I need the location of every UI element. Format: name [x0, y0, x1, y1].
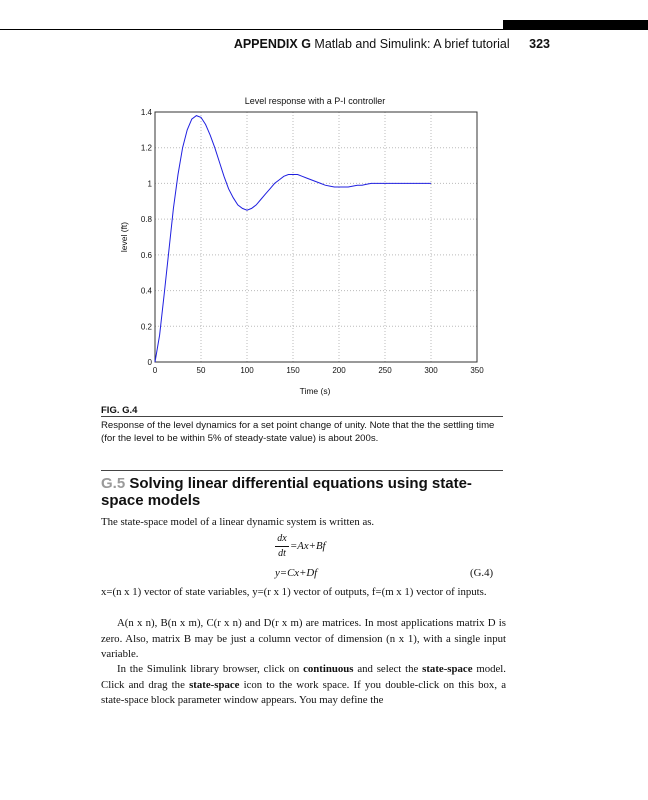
- header-rule: [0, 29, 648, 30]
- equation-number: (G.4): [470, 567, 494, 579]
- y-tick-label: 1.4: [140, 108, 152, 117]
- x-tick-label: 100: [240, 366, 254, 375]
- y-tick-label: 0.2: [140, 322, 152, 332]
- state-equation-rhs: =Ax+Bf: [290, 540, 326, 552]
- y-tick-label: 0.6: [140, 250, 152, 260]
- state-space-keyword: state-space: [422, 663, 473, 675]
- output-equation: y=Cx+Df: [275, 567, 318, 579]
- derivative-fraction: [275, 533, 289, 560]
- simulink-text-a: In the Simulink library browser, click on: [117, 663, 304, 675]
- figure-caption: Response of the level dynamics for a set point change of unity. Note that the the settling time (for the level to be within 5% of steady-state value) is about 200s.: [101, 420, 495, 444]
- x-tick-label: 0: [152, 366, 158, 375]
- level-response-chart: [100, 88, 500, 398]
- definitions-paragraph: x=(n x 1) vector of state variables, y=(r x 1) vector of outputs, f=(m x 1) vector of inputs.: [101, 586, 487, 598]
- plot-frame: [155, 112, 477, 362]
- appendix-title: Matlab and Simulink: A brief tutorial: [314, 37, 510, 51]
- x-tick-label: 300: [424, 366, 438, 375]
- continuous-keyword: continuous: [303, 663, 354, 675]
- y-tick-label: 1.2: [140, 143, 152, 153]
- fraction-bar: [275, 546, 289, 547]
- intro-paragraph: The state-space model of a linear dynamic system is written as.: [101, 516, 375, 528]
- y-tick-label: 1: [147, 179, 152, 189]
- section-heading: [101, 475, 506, 509]
- x-tick-label: 200: [332, 366, 346, 375]
- page-number: 323: [529, 37, 550, 51]
- section-rule: [101, 470, 503, 471]
- matrices-paragraph: A(n x n), B(n x m), C(r x n) and D(r x m) are matrices. In most applications matrix D is zero. Also, matrix B may be just a column vector of dimension (n x 1), with a single input variable.: [101, 617, 506, 660]
- simulink-paragraph: [101, 662, 506, 709]
- figure-rule: [101, 416, 503, 417]
- simulink-text-g: icon to the work space. If you double-click on this box, a state-space block parameter window appears. You may define the: [101, 678, 506, 706]
- state-space-keyword-2: state-space: [189, 678, 240, 691]
- simulink-text-e: model. Click and drag the: [101, 663, 507, 691]
- chart-ticks: [141, 108, 484, 375]
- x-tick-label: 350: [470, 366, 484, 375]
- fraction-numerator: dx: [277, 533, 287, 544]
- y-axis-label: level (ft): [119, 221, 129, 253]
- running-header: [234, 37, 550, 51]
- y-tick-label: 0.4: [140, 286, 152, 296]
- chart-grid: [155, 112, 477, 362]
- chart-title: Level response with a P-I controller: [244, 96, 386, 106]
- appendix-label: APPENDIX G: [233, 37, 311, 51]
- x-tick-label: 250: [378, 366, 392, 375]
- section-number: G.5: [101, 475, 126, 492]
- x-tick-label: 150: [286, 366, 300, 375]
- simulink-text-c: and select the: [353, 663, 423, 675]
- x-axis-label: Time (s): [299, 386, 331, 396]
- x-tick-label: 50: [196, 366, 206, 375]
- fraction-denominator: dt: [278, 548, 286, 559]
- y-tick-label: 0.8: [140, 215, 152, 225]
- figure-label: FIG. G.4: [101, 405, 138, 416]
- section-title: Solving linear differential equations using state-space models: [101, 475, 472, 509]
- y-tick-label: 0: [147, 358, 152, 367]
